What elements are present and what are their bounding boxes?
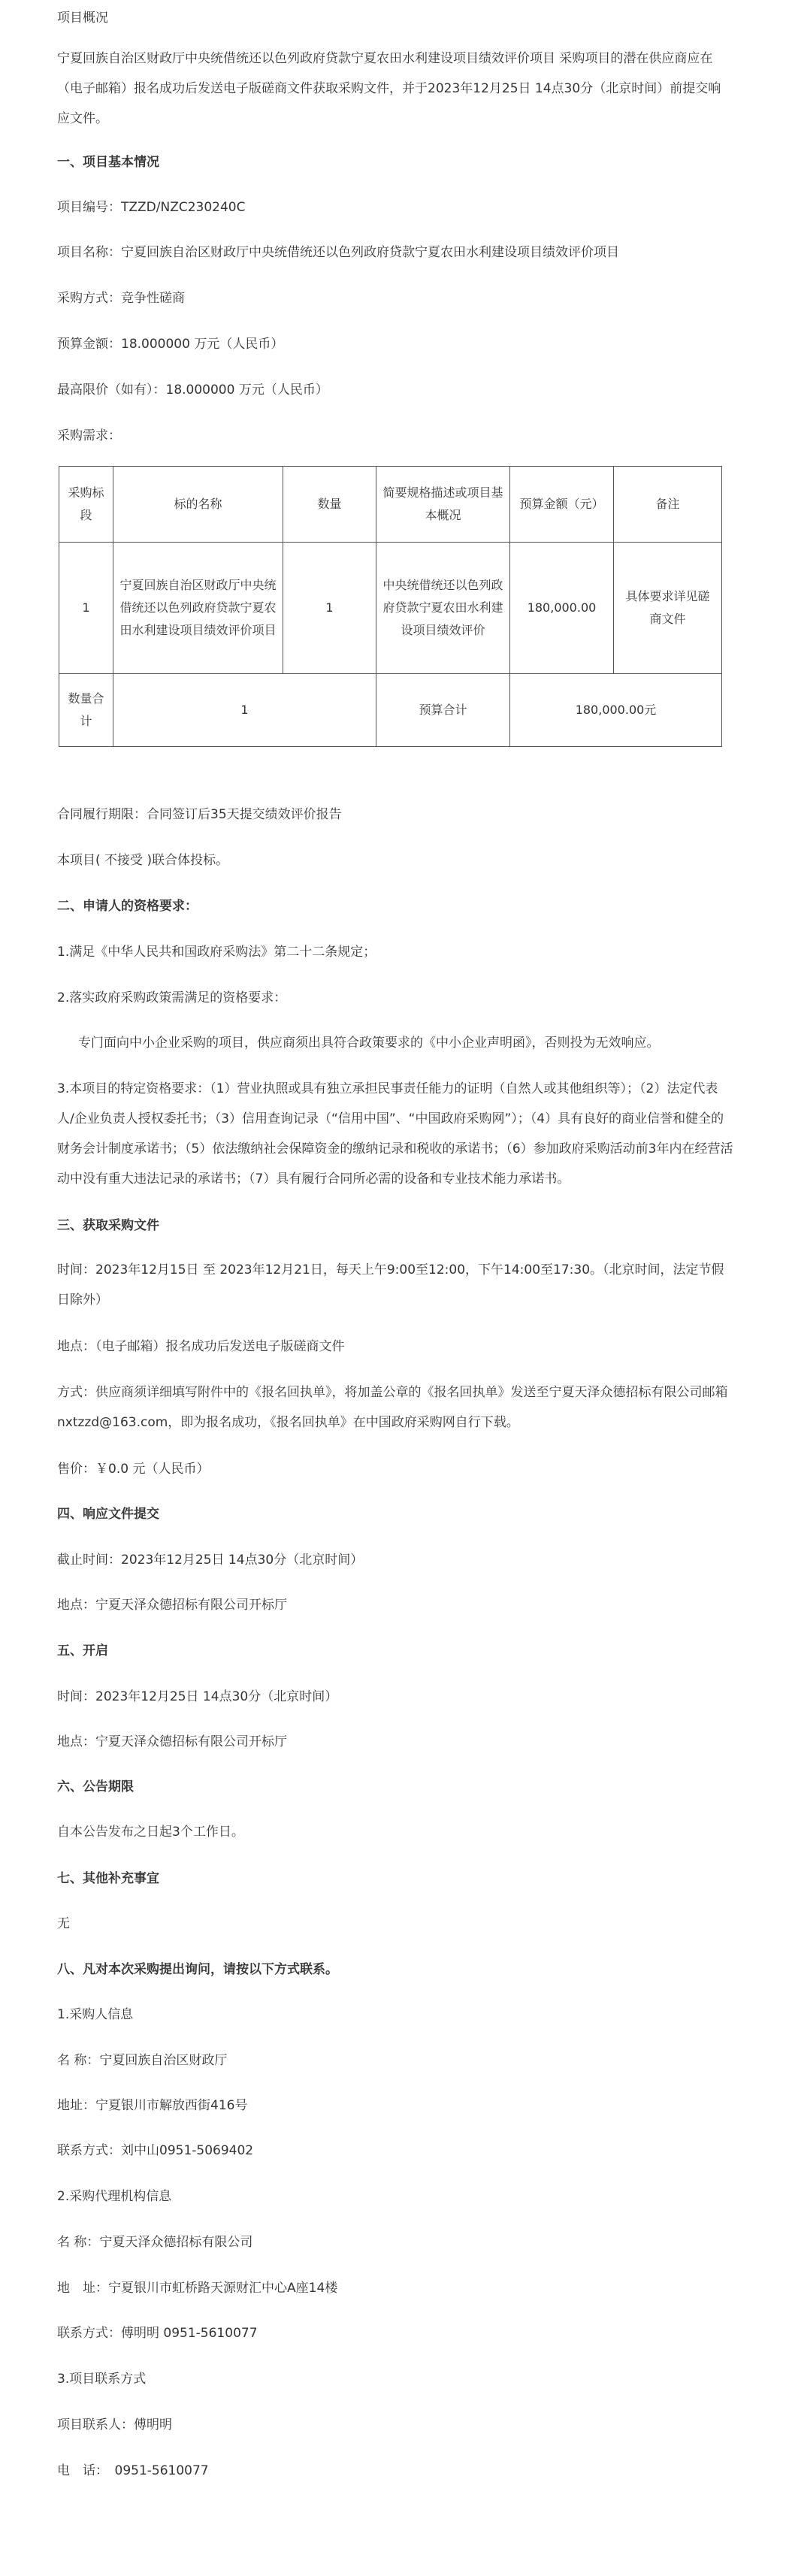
- overview-text: 宁夏回族自治区财政厅中央统借统还以色列政府贷款宁夏农田水利建设项目绩效评价项目 采购项目的潜在供应商应在（电子邮箱）报名成功后发送电子版磋商文件获取采购文件，并于2023年12月25日 14点30分（北京时间）前提交响应文件。: [57, 51, 721, 126]
- section-1-title: 一、项目基本情况: [57, 155, 159, 170]
- obtain-method: 方式：供应商须详细填写附件中的《报名回执单》，将加盖公章的《报名回执单》发送至宁夏天泽众德招标有限公司邮箱nxtzzd@163.com，即为报名成功，《报名回执单》在中国政府采购网自行下载。: [57, 1385, 728, 1430]
- buyer-contact: 联系方式：刘中山0951-5069402: [57, 2143, 254, 2158]
- requirement-2-detail: 专门面向中小企业采购的项目，供应商须出具符合政策要求的《中小企业声明函》，否则投为无效响应。: [78, 1036, 660, 1051]
- demand-label: 采购需求：: [57, 428, 121, 443]
- project-number: 项目编号：TZZD/NZC230240C: [57, 200, 246, 215]
- section-8-title: 八、凡对本次采购提出询问，请按以下方式联系。: [57, 1962, 338, 1977]
- requirement-1: 1.满足《中华人民共和国政府采购法》第二十二条规定；: [57, 945, 376, 960]
- section-2-title: 二、申请人的资格要求：: [57, 899, 198, 914]
- budget-amount: 预算金额：18.000000 万元（人民币）: [57, 337, 284, 352]
- submission-deadline: 截止时间：2023年12月25日 14点30分（北京时间）: [57, 1553, 364, 1568]
- table-total-row: [59, 674, 722, 747]
- table-header-row: [59, 467, 722, 543]
- buyer-address: 地址：宁夏银川市解放西街416号: [57, 2098, 248, 2113]
- procurement-method: 采购方式：竞争性磋商: [57, 291, 185, 306]
- table-cell-desc: 中央统借统还以色列政府贷款宁夏农田水利建设项目绩效评价: [376, 543, 510, 674]
- obtain-place: 地点：（电子邮箱）报名成功后发送电子版磋商文件: [57, 1339, 345, 1354]
- table-row: [59, 543, 722, 674]
- table-header-cell: 数量: [283, 467, 376, 543]
- total-qty: 1: [113, 674, 376, 747]
- total-qty-label: 数量合计: [59, 674, 113, 747]
- table-cell-qty: 1: [283, 543, 376, 674]
- table-header-cell: 采购标段: [59, 467, 113, 543]
- notice-period: 自本公告发布之日起3个工作日。: [57, 1825, 244, 1840]
- consortium-policy: 本项目( 不接受 )联合体投标。: [57, 853, 229, 868]
- total-budget-label: 预算合计: [376, 674, 510, 747]
- overview-heading: 项目概况: [57, 11, 108, 26]
- requirement-2: 2.落实政府采购政策需满足的资格要求：: [57, 990, 287, 1005]
- table-cell-section: 1: [59, 543, 113, 674]
- buyer-name: 名 称：宁夏回族自治区财政厅: [57, 2053, 228, 2068]
- section-4-title: 四、响应文件提交: [57, 1507, 159, 1522]
- procurement-table: [59, 466, 722, 747]
- table-cell-amount: 180,000.00: [510, 543, 614, 674]
- project-contact-title: 3.项目联系方式: [57, 2372, 147, 2387]
- agent-name: 名 称：宁夏天泽众德招标有限公司: [57, 2235, 253, 2250]
- table-header-cell: 标的名称: [113, 467, 283, 543]
- project-name: 项目名称：宁夏回族自治区财政厅中央统借统还以色列政府贷款宁夏农田水利建设项目绩效评价项目: [57, 245, 619, 260]
- agent-info-title: 2.采购代理机构信息: [57, 2189, 172, 2204]
- requirement-3: 3.本项目的特定资格要求：（1）营业执照或具有独立承担民事责任能力的证明（自然人或其他组织等）；（2）法定代表人/企业负责人授权委托书；（3）信用查询记录（“信用中国”、“中国政府采购网”）；（4）具有良好的商业信誉和健全的财务会计制度承诺书；（5）依法缴纳社会保障资金的缴纳记录和税收的承诺书；（6）参加政府采购活动前3年内在经营活动中没有重大违法记录的承诺书；（7）具有履行合同所必需的设备和专业技术能力承诺书。: [57, 1081, 733, 1187]
- table-cell-name: 宁夏回族自治区财政厅中央统借统还以色列政府贷款宁夏农田水利建设项目绩效评价项目: [113, 543, 283, 674]
- table-header-cell: 简要规格描述或项目基本概况: [376, 467, 510, 543]
- table-header-cell: 备注: [614, 467, 722, 543]
- buyer-info-title: 1.采购人信息: [57, 2007, 134, 2022]
- contract-period: 合同履行期限：合同签订后35天提交绩效评价报告: [57, 807, 342, 822]
- max-price: 最高限价（如有）：18.000000 万元（人民币）: [57, 382, 328, 398]
- section-7-title: 七、其他补充事宜: [57, 1871, 159, 1886]
- opening-place: 地点：宁夏天泽众德招标有限公司开标厅: [57, 1734, 287, 1749]
- project-contact-phone: 电 话： 0951-5610077: [57, 2463, 209, 2478]
- obtain-time: 时间：2023年12月15日 至 2023年12月21日，每天上午9:00至12:00，下午14:00至17:30。（北京时间，法定节假日除外）: [57, 1262, 724, 1308]
- total-budget: 180,000.00元: [510, 674, 722, 747]
- section-3-title: 三、获取采购文件: [57, 1218, 159, 1233]
- project-contact-person: 项目联系人：傅明明: [57, 2417, 172, 2432]
- table-header-cell: 预算金额（元）: [510, 467, 614, 543]
- document-price: 售价：￥0.0 元（人民币）: [57, 1462, 210, 1477]
- other-matters: 无: [57, 1916, 70, 1931]
- section-6-title: 六、公告期限: [57, 1779, 134, 1794]
- agent-address: 地 址：宁夏银川市虹桥路天源财汇中心A座14楼: [57, 2281, 338, 2296]
- table-cell-note: 具体要求详见磋商文件: [614, 543, 722, 674]
- section-5-title: 五、开启: [57, 1643, 108, 1658]
- agent-contact: 联系方式：傅明明 0951-5610077: [57, 2326, 258, 2341]
- submission-place: 地点：宁夏天泽众德招标有限公司开标厅: [57, 1598, 287, 1613]
- opening-time: 时间：2023年12月25日 14点30分（北京时间）: [57, 1689, 338, 1704]
